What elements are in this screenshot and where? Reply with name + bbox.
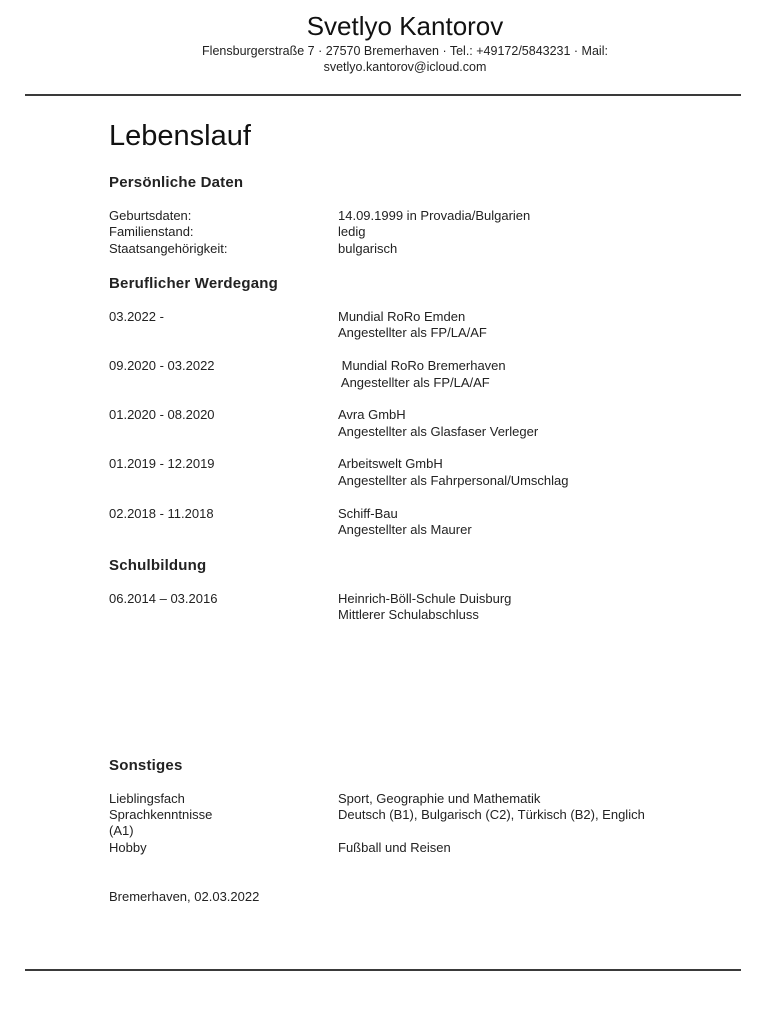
- education-school: Heinrich-Böll-Schule Duisburg: [338, 591, 512, 606]
- other-label-languages: Sprachkenntnisse: [109, 807, 213, 822]
- career-employer: Mundial RoRo Emden: [338, 309, 466, 324]
- career-employer: Mundial RoRo Bremerhaven: [338, 358, 506, 373]
- personal-value-marital: ledig: [338, 224, 366, 239]
- contact-line-email: svetlyo.kantorov@icloud.com: [323, 60, 487, 74]
- career-role: Angestellter als Maurer: [338, 522, 472, 537]
- other-label-hobby: Hobby: [109, 840, 147, 855]
- header-divider: [25, 94, 741, 96]
- career-role: Angestellter als Glasfaser Verleger: [338, 424, 539, 439]
- footer-divider: [25, 969, 741, 971]
- other-value-languages: Deutsch (B1), Bulgarisch (C2), Türkisch (B2), Englich: [338, 807, 645, 822]
- career-role: Angestellter als FP/LA/AF: [338, 375, 490, 390]
- other-value-hobby: Fußball und Reisen: [338, 840, 451, 855]
- other-value-favorite-subject: Sport, Geographie und Mathematik: [338, 791, 541, 806]
- personal-label-birth: Geburtsdaten:: [109, 208, 192, 223]
- section-heading-career: Beruflicher Werdegang: [109, 275, 278, 292]
- career-role: Angestellter als Fahrpersonal/Umschlag: [338, 473, 569, 488]
- career-period: 01.2020 - 08.2020: [109, 407, 215, 422]
- section-heading-education: Schulbildung: [109, 557, 207, 574]
- personal-value-nationality: bulgarisch: [338, 241, 398, 256]
- other-value-languages-wrap: (A1): [109, 823, 134, 838]
- other-label-favorite-subject: Lieblingsfach: [109, 791, 185, 806]
- page-title: Lebenslauf: [109, 120, 251, 152]
- section-heading-personal: Persönliche Daten: [109, 174, 244, 191]
- career-role: Angestellter als FP/LA/AF: [338, 325, 487, 340]
- career-period: 01.2019 - 12.2019: [109, 456, 215, 471]
- personal-label-marital: Familienstand:: [109, 224, 194, 239]
- place-and-date: Bremerhaven, 02.03.2022: [109, 889, 260, 904]
- education-degree: Mittlerer Schulabschluss: [338, 607, 479, 622]
- career-period: 09.2020 - 03.2022: [109, 358, 215, 373]
- personal-value-birth: 14.09.1999 in Provadia/Bulgarien: [338, 208, 531, 223]
- section-heading-other: Sonstiges: [109, 757, 183, 774]
- education-period: 06.2014 – 03.2016: [109, 591, 218, 606]
- contact-line-address: Flensburgerstraße 7 · 27570 Bremerhaven · Tel.: +49172/5843231 · Mail:: [202, 44, 608, 58]
- personal-label-nationality: Staatsangehörigkeit:: [109, 241, 228, 256]
- career-employer: Schiff-Bau: [338, 506, 398, 521]
- applicant-name: Svetlyo Kantorov: [306, 11, 504, 41]
- career-period: 03.2022 -: [109, 309, 164, 324]
- career-employer: Arbeitswelt GmbH: [338, 456, 443, 471]
- career-period: 02.2018 - 11.2018: [109, 506, 214, 521]
- career-employer: Avra GmbH: [338, 407, 406, 422]
